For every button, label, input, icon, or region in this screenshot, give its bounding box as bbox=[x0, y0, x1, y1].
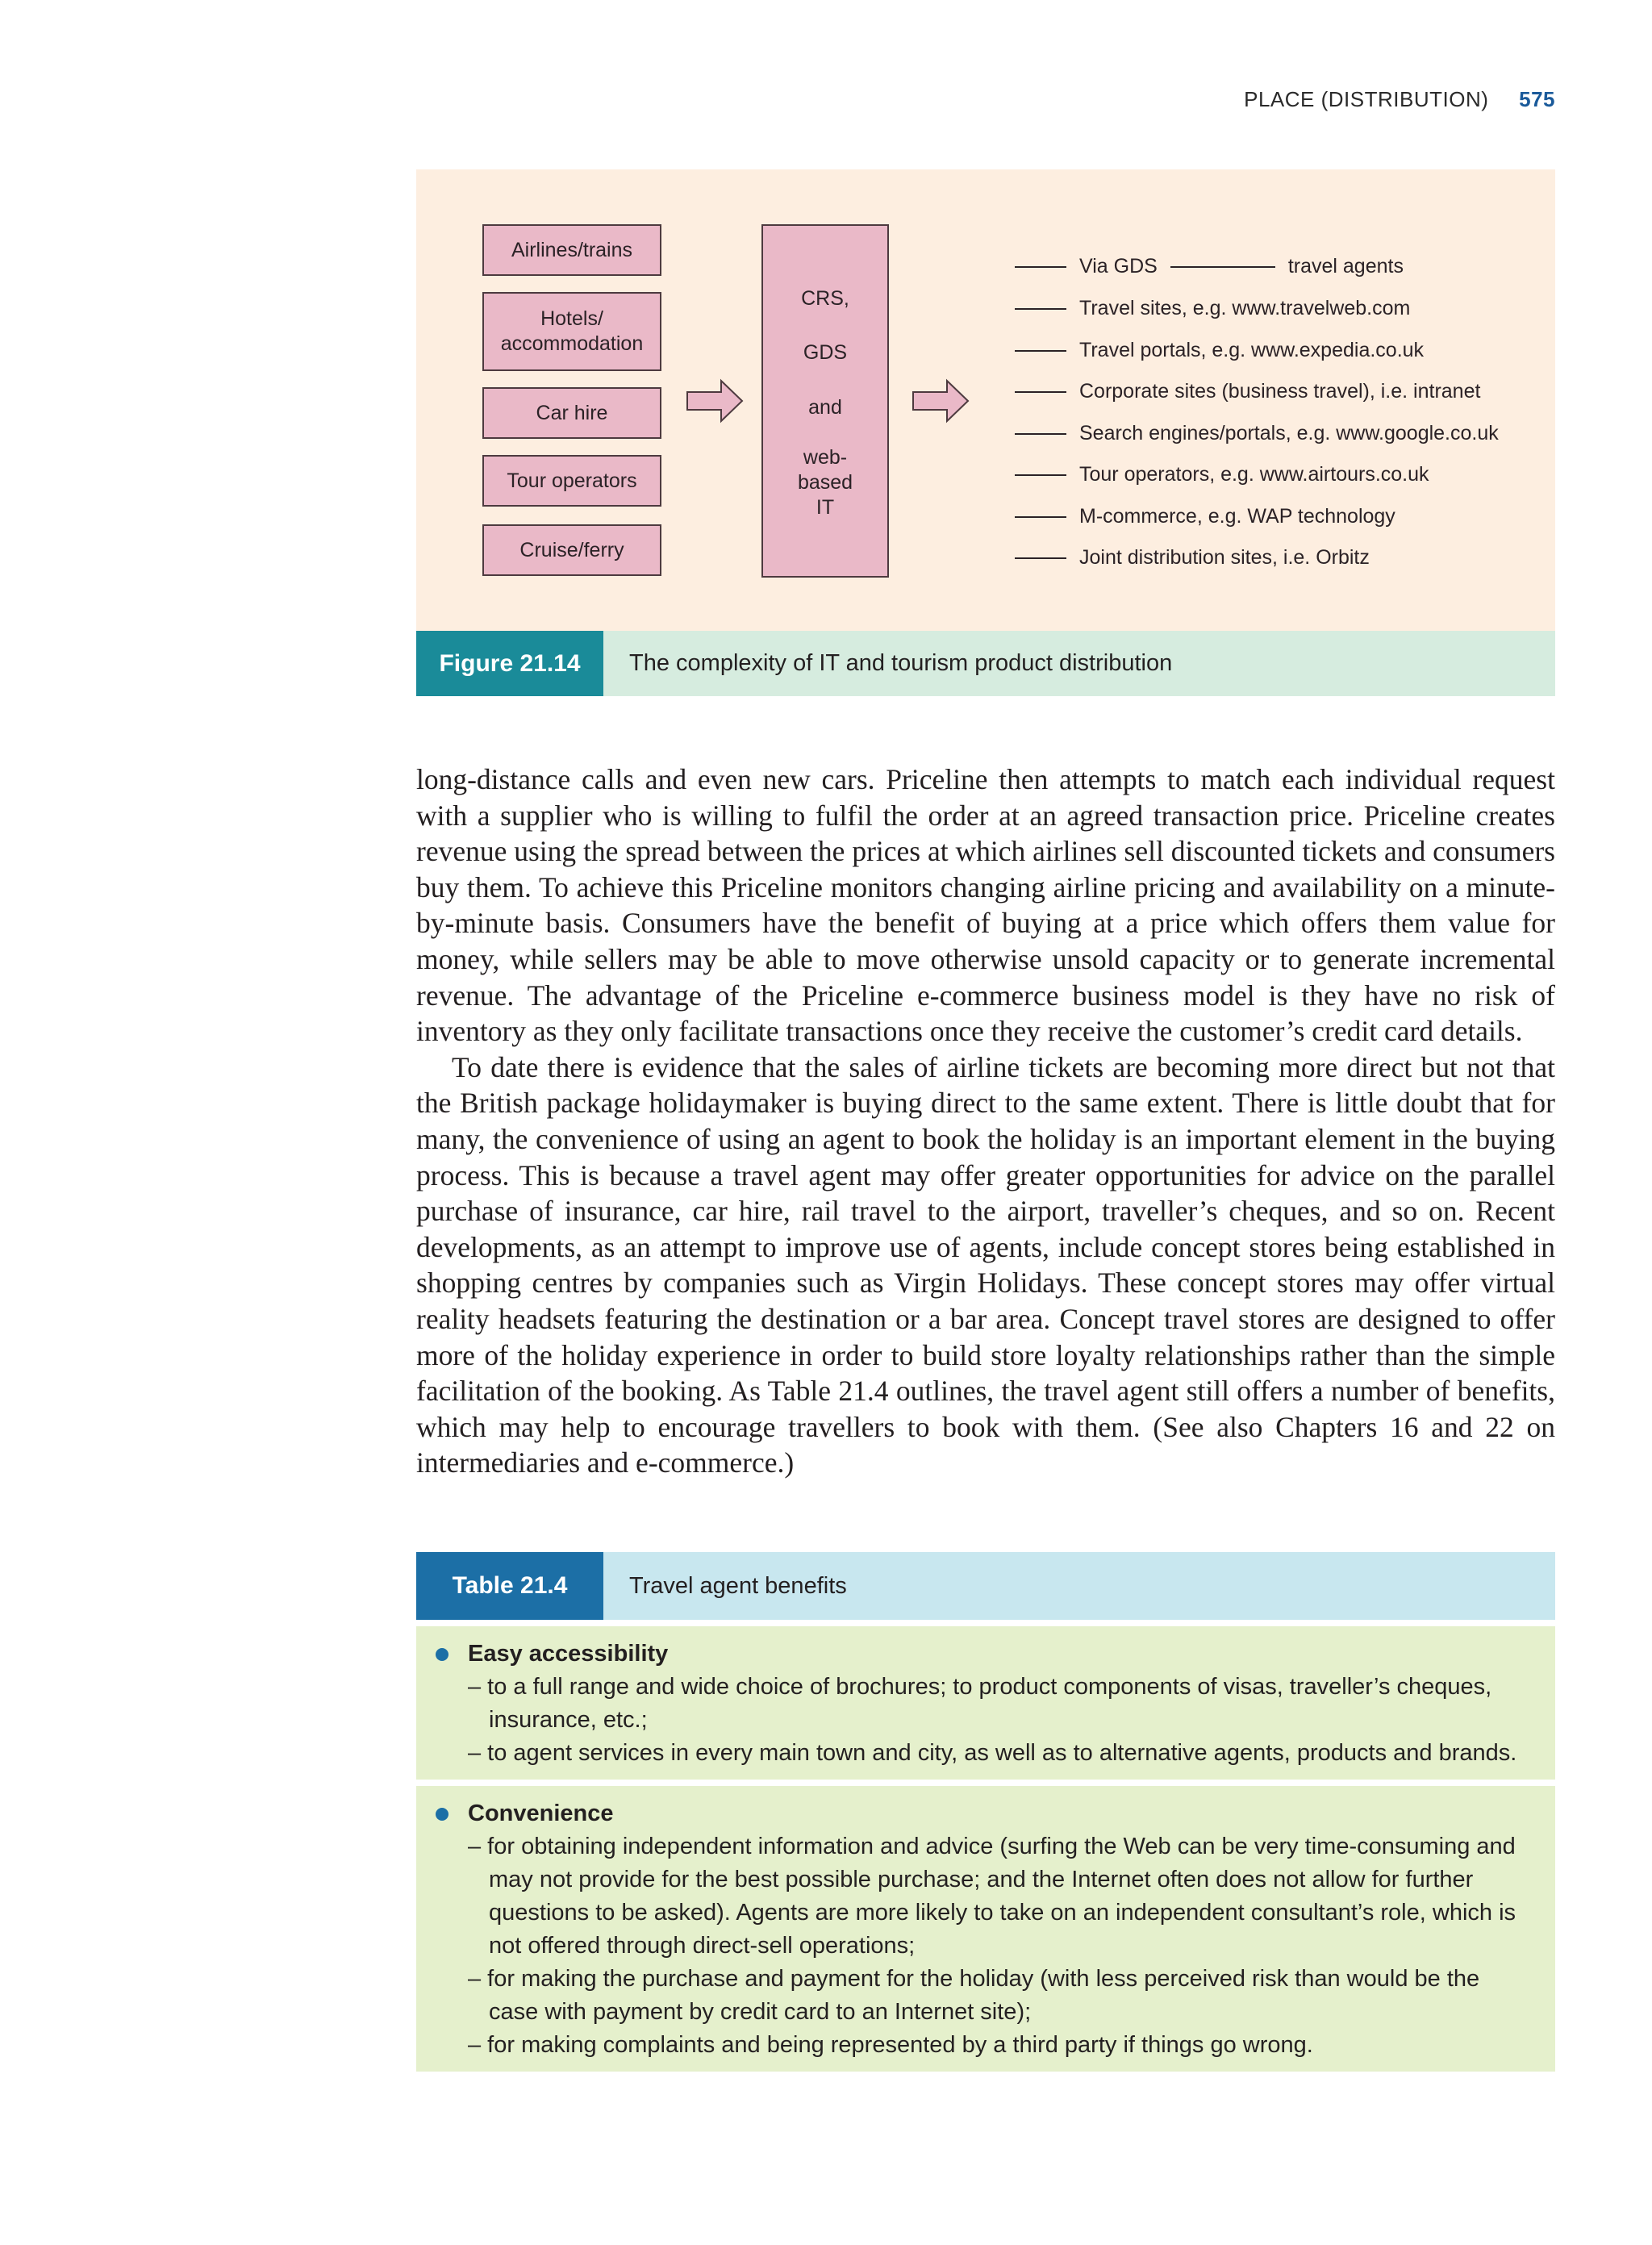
bullet-icon bbox=[436, 1808, 448, 1821]
page-number: 575 bbox=[1519, 87, 1555, 111]
supplier-box-airlines: Airlines/trains bbox=[482, 224, 661, 276]
channel-item: Tour operators, e.g. www.airtours.co.uk bbox=[1015, 463, 1429, 486]
section-title: PLACE (DISTRIBUTION) bbox=[1244, 87, 1489, 111]
figure-caption: The complexity of IT and tourism product distribution bbox=[629, 650, 1173, 676]
center-line-3: and bbox=[808, 396, 842, 419]
channel-item: Corporate sites (business travel), i.e. intranet bbox=[1015, 380, 1480, 403]
row-item: – to agent services in every main town and city, as well as to alternative agents, products and brands. bbox=[468, 1740, 1517, 1766]
channel-item: M-commerce, e.g. WAP technology bbox=[1015, 505, 1395, 528]
table-row bbox=[416, 1786, 1555, 2072]
table-21-4 bbox=[416, 1552, 1555, 2072]
figure-21-14 bbox=[416, 169, 1555, 696]
supplier-box-cruise-ferry: Cruise/ferry bbox=[482, 524, 661, 576]
figure-label: Figure 21.14 bbox=[416, 631, 603, 696]
center-line-1: CRS, bbox=[801, 287, 849, 310]
arrow-right-icon bbox=[686, 378, 744, 424]
supplier-box-car-hire: Car hire bbox=[482, 387, 661, 439]
channel-via-gds bbox=[1015, 255, 1404, 278]
supplier-box-hotels: Hotels/ accommodation bbox=[482, 292, 661, 371]
table-header bbox=[416, 1552, 1555, 1620]
body-paragraph-1: long-distance calls and even new cars. Priceline then attempts to match each individual request with a supplier who is willing to fulfil the order at an agreed transaction price. Priceline creates revenue using the spread between the prices at which airlines sell discounted tickets and consumers buy them. To achieve this Priceline monitors changing airline pricing and availability on a minute-by-minute basis. Consumers have the benefit of buying at a price which offers them value for money, while sellers may be able to move otherwise unsold capacity or to generate incremental revenue. The advantage of the Priceline e-commerce business model is they have no risk of inventory as they only facilitate transactions once they receive the customer’s credit card details. bbox=[416, 763, 1555, 1048]
running-head bbox=[1244, 87, 1555, 112]
figure-caption-bar bbox=[416, 631, 1555, 696]
arrow-right-icon bbox=[912, 378, 970, 424]
crs-gds-box bbox=[761, 224, 889, 578]
center-line-2: GDS bbox=[803, 341, 848, 364]
table-title: Travel agent benefits bbox=[629, 1572, 847, 1599]
table-row bbox=[416, 1626, 1555, 1780]
row-item: – for making the purchase and payment for the holiday (with less perceived risk than would be the case with payment by credit card to an Internet site); bbox=[468, 1966, 1480, 2025]
channel-via-gds-label: Via GDS bbox=[1079, 255, 1158, 277]
center-line-5: based bbox=[797, 471, 853, 494]
center-line-4: web- bbox=[803, 446, 848, 469]
body-paragraph-2: To date there is evidence that the sales of airline tickets are becoming more direct but not that the British package holidaymaker is buying direct to the same extent. There is little doubt that for many, the convenience of using an agent to book the holiday is an important element in the buying process. This is because a travel agent may offer greater opportunities for advice on the parallel purchase of insurance, car hire, rail travel to the airport, traveller’s cheques, and so on. Recent developments, as an attempt to improve use of agents, include concept stores being established in shopping centres by companies such as Virgin Holidays. These concept stores may offer virtual reality headsets featuring the destination or a bar area. Concept travel stores are designed to offer more of the holiday experience in order to build store loyalty relationships rather than the simple facilitation of the booking. As Table 21.4 outlines, the travel agent still offers a number of benefits, which may help to encourage travellers to book with them. (See also Chapters 16 and 22 on intermediaries and e-commerce.) bbox=[416, 1050, 1555, 1479]
channel-item: Travel sites, e.g. www.travelweb.com bbox=[1015, 297, 1410, 320]
row-item: – to a full range and wide choice of brochures; to product components of visas, traveller’s cheques, insurance, etc.; bbox=[468, 1674, 1492, 1733]
body-text bbox=[416, 762, 1555, 1481]
bullet-icon bbox=[436, 1648, 448, 1661]
table-label: Table 21.4 bbox=[416, 1552, 603, 1620]
supplier-box-tour-operators: Tour operators bbox=[482, 455, 661, 507]
channel-item: Travel portals, e.g. www.expedia.co.uk bbox=[1015, 339, 1424, 362]
center-line-6: IT bbox=[816, 496, 835, 519]
row-item: – for making complaints and being represented by a third party if things go wrong. bbox=[468, 2032, 1313, 2058]
channel-item: Search engines/portals, e.g. www.google.co.uk bbox=[1015, 422, 1499, 445]
row-heading: Convenience bbox=[468, 1801, 614, 1826]
channel-item: Joint distribution sites, i.e. Orbitz bbox=[1015, 546, 1370, 570]
row-heading: Easy accessibility bbox=[468, 1641, 669, 1667]
row-item: – for obtaining independent information and advice (surfing the Web can be very time-consuming and may not provide for the best possible purchase; and the Internet often does not allow for further questions to be asked). Agents are more likely to take on an independent consultant’s role, which is not offered through direct-sell operations; bbox=[468, 1834, 1516, 1959]
channel-travel-agents-label: travel agents bbox=[1287, 255, 1404, 277]
